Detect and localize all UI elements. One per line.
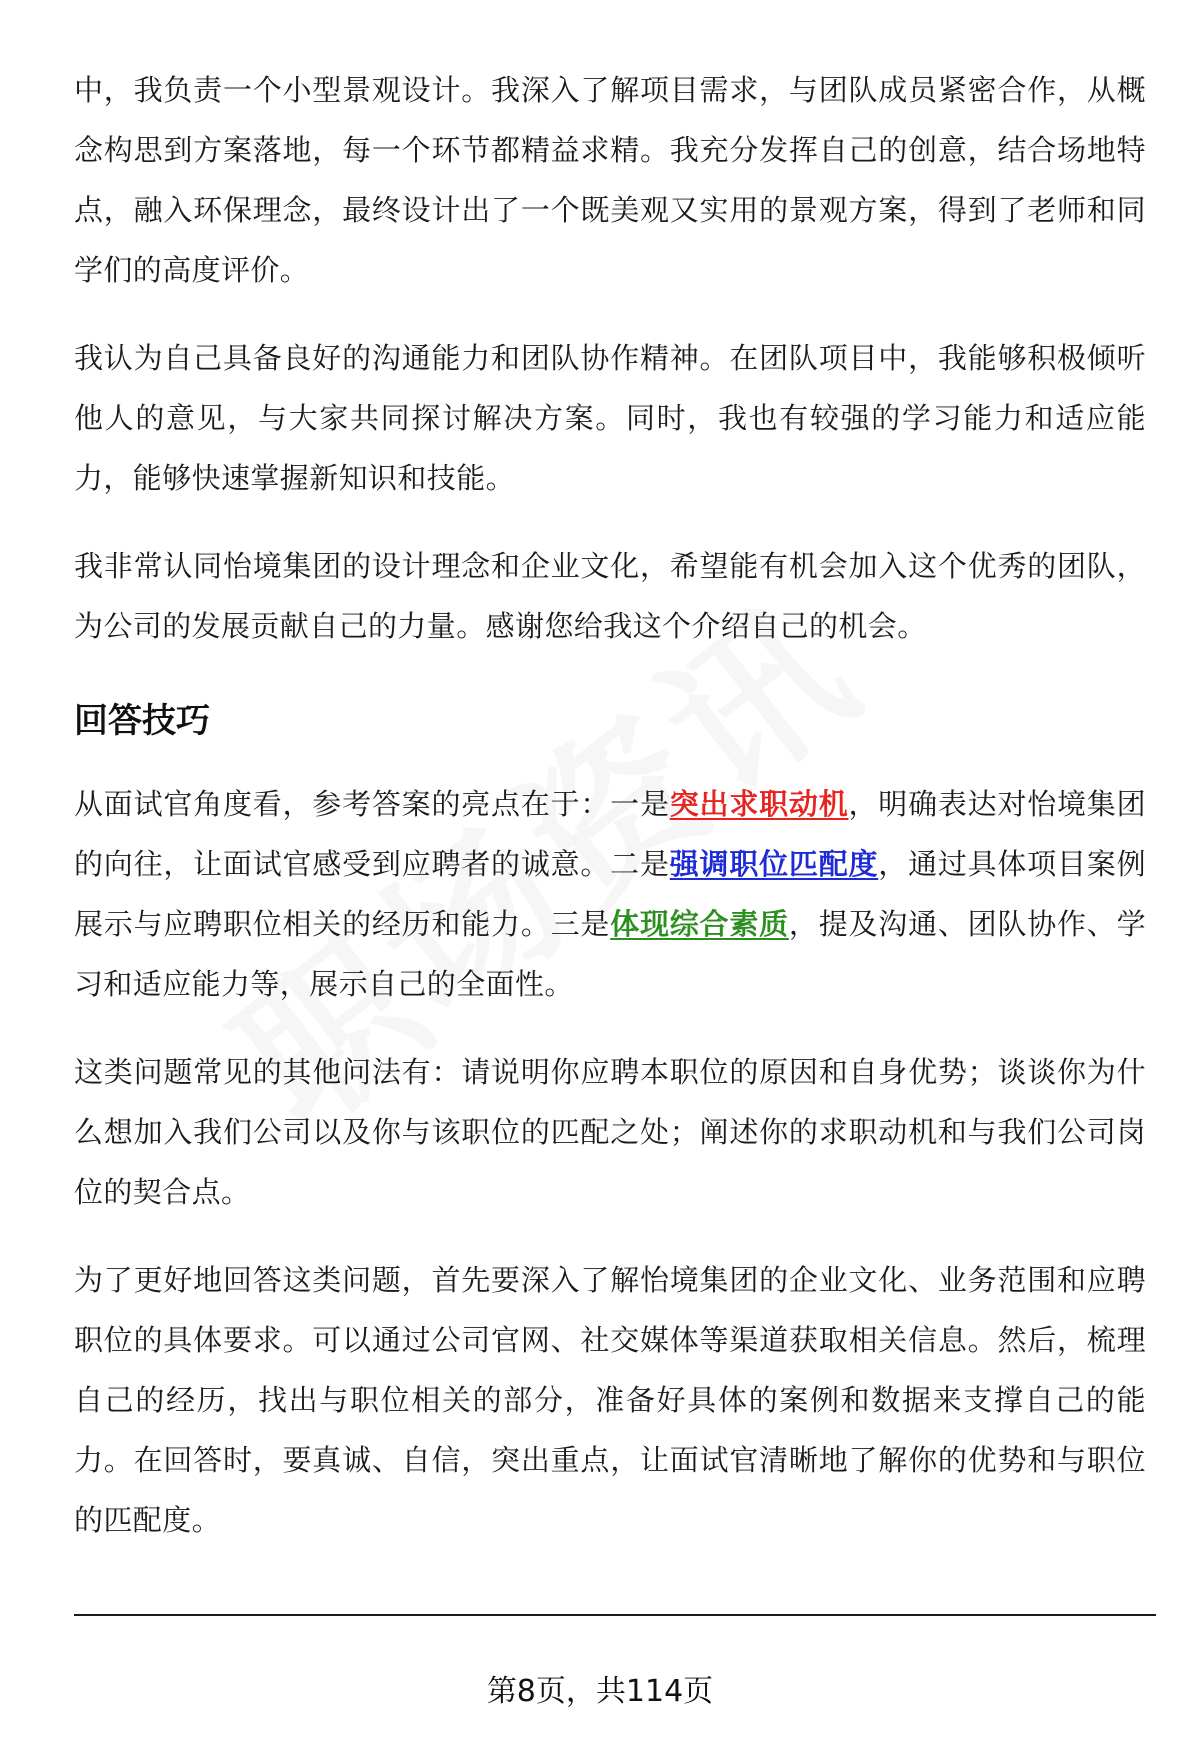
tips-text-3: ，通过具体项目案例展示与应聘职位相关的经历和能力。三是	[74, 847, 1146, 941]
paragraph-communication-skills: 我认为自己具备良好的沟通能力和团队协作精神。在团队项目中，我能够积极倾听他人的意见，与大家共同探讨解决方案。同时，我也有较强的学习能力和适应能力，能够快速掌握新知识和技能。	[74, 341, 1146, 495]
paragraph-company-identification: 我非常认同怡境集团的设计理念和企业文化，希望能有机会加入这个优秀的团队，为公司的发展贡献自己的力量。感谢您给我这个介绍自己的机会。	[74, 549, 1146, 643]
paragraph-answer-highlights	[74, 774, 1146, 1014]
document-body	[74, 60, 1146, 1550]
paragraph-preparation-advice: 为了更好地回答这类问题，首先要深入了解怡境集团的企业文化、业务范围和应聘职位的具体要求。可以通过公司官网、社交媒体等渠道获取相关信息。然后，梳理自己的经历，找出与职位相关的部分，准备好具体的案例和数据来支撑自己的能力。在回答时，要真诚、自信，突出重点，让面试官清晰地了解你的优势和与职位的匹配度。	[74, 1263, 1146, 1537]
footer-divider	[74, 1614, 1156, 1616]
highlight-overall-quality: 体现综合素质	[610, 907, 789, 941]
highlight-position-fit: 强调职位匹配度	[669, 847, 879, 881]
page-number: 第8页，共114页	[486, 1674, 714, 1709]
tips-text-4: ，提及沟通、团队协作、学习和适应能力等，展示自己的全面性。	[74, 907, 1146, 1001]
highlight-motivation: 突出求职动机	[669, 787, 849, 821]
tips-text-2: ，明确表达对怡境集团的向往，让面试官感受到应聘者的诚意。二是	[74, 787, 1146, 881]
section-title: 回答技巧	[74, 701, 210, 741]
paragraph-project-experience: 中，我负责一个小型景观设计。我深入了解项目需求，与团队成员紧密合作，从概念构思到方案落地，每一个环节都精益求精。我充分发挥自己的创意，结合场地特点，融入环保理念，最终设计出了一个既美观又实用的景观方案，得到了老师和同学们的高度评价。	[74, 73, 1146, 287]
paragraph-alternative-questions: 这类问题常见的其他问法有：请说明你应聘本职位的原因和自身优势；谈谈你为什么想加入我们公司以及你与该职位的匹配之处；阐述你的求职动机和与我们公司岗位的契合点。	[74, 1055, 1146, 1209]
tips-text-1: 从面试官角度看，参考答案的亮点在于：一是	[74, 787, 670, 821]
